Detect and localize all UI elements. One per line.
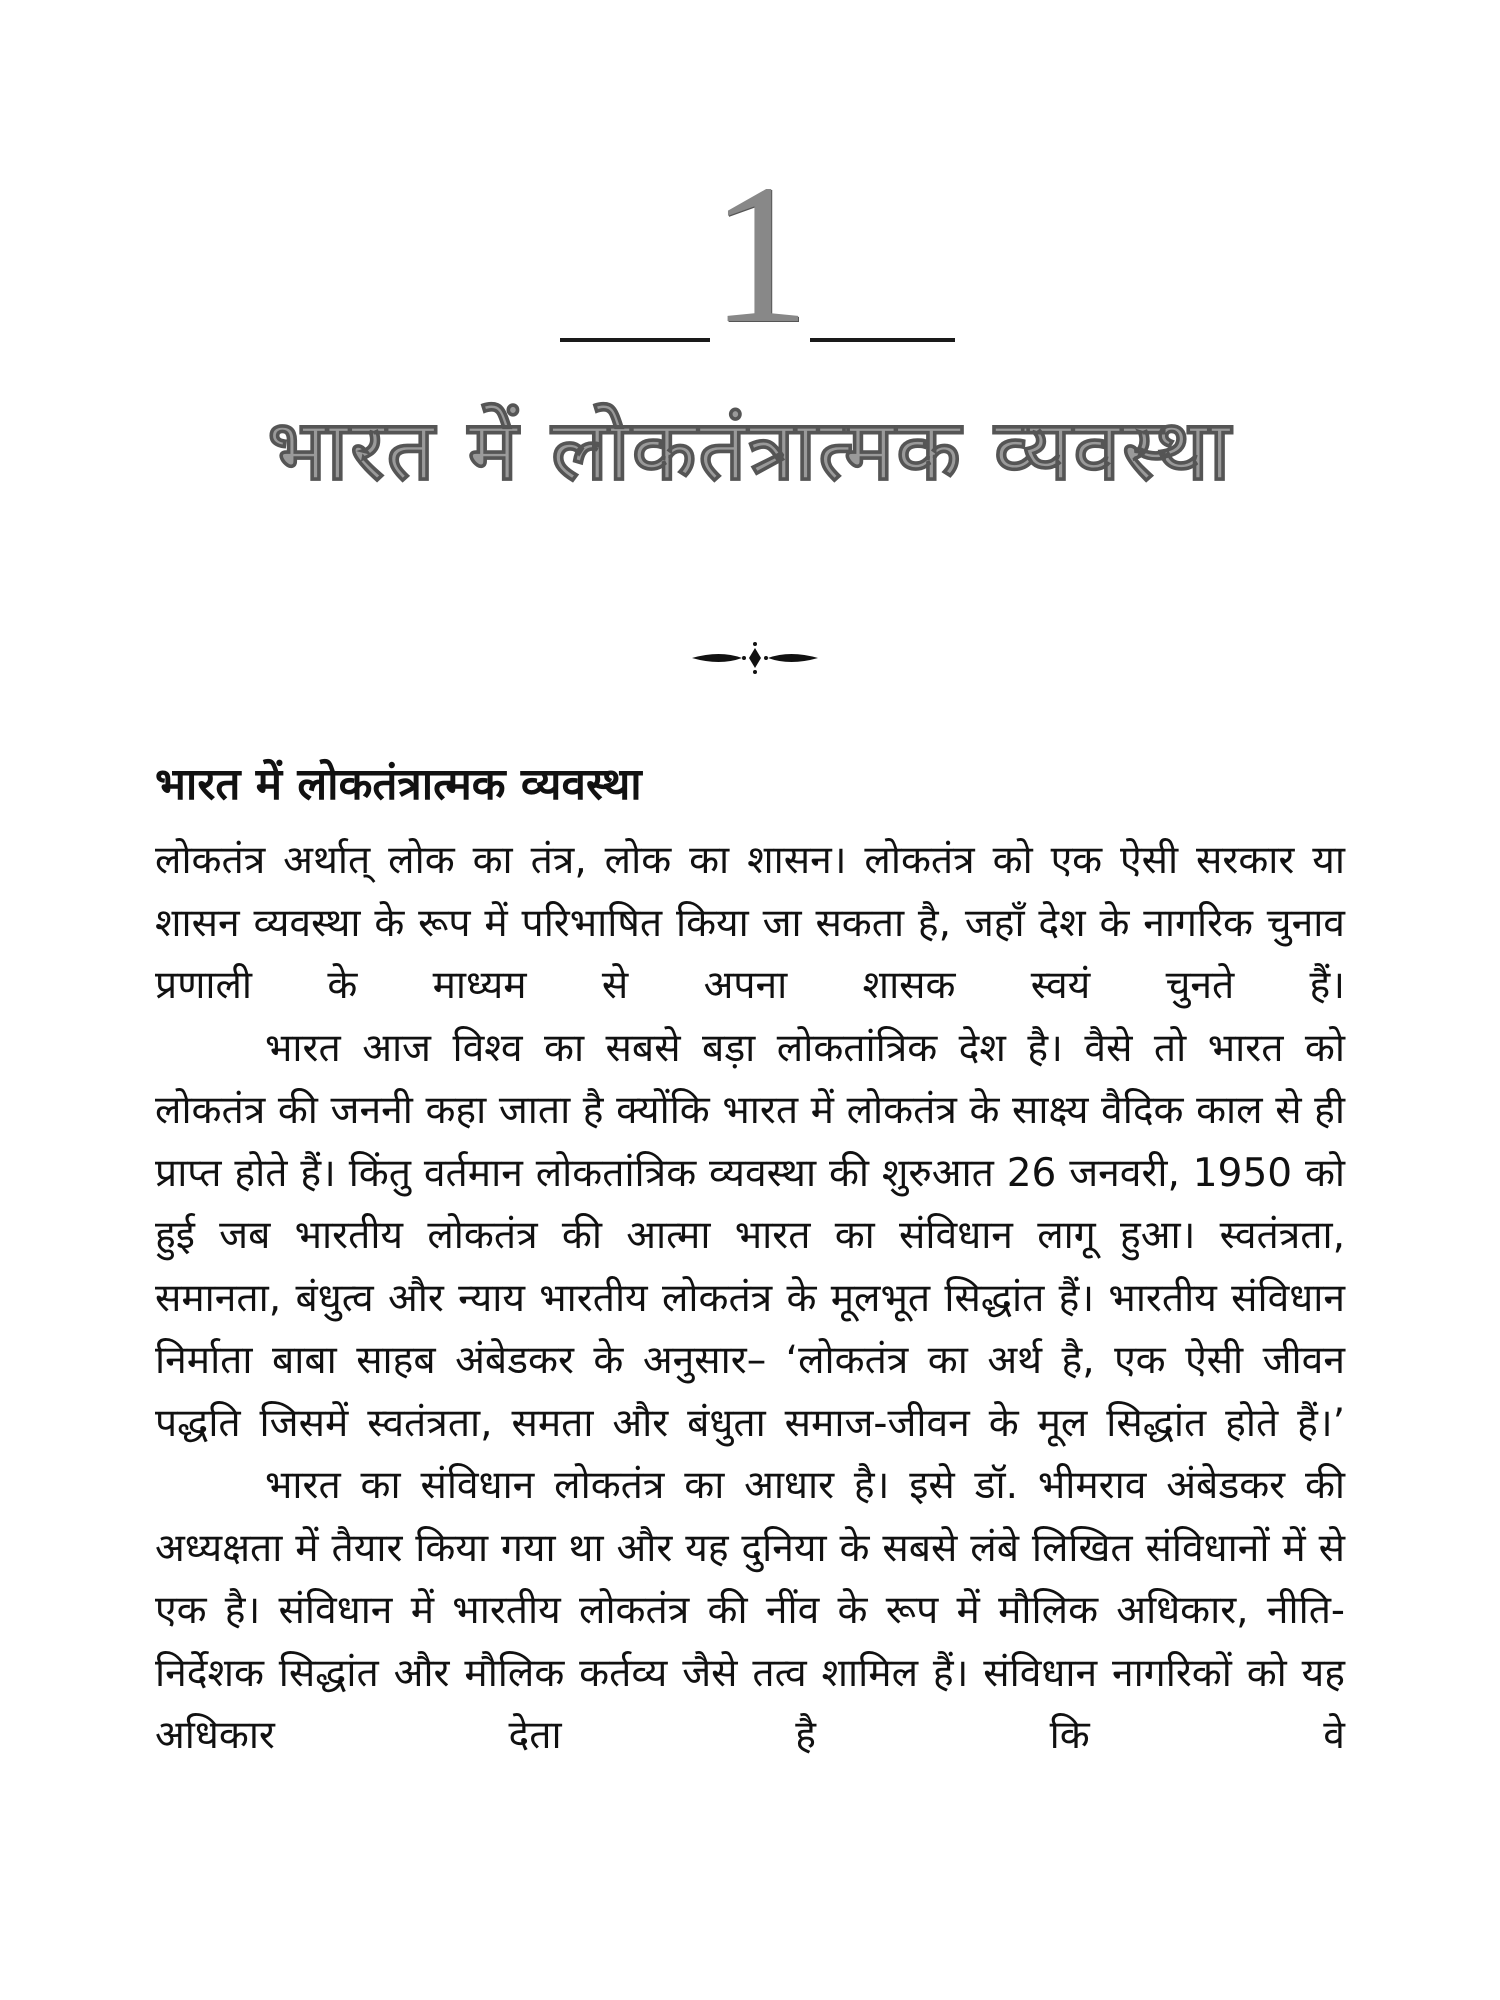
section-heading: भारत में लोकतंत्रात्मक व्यवस्था: [155, 759, 642, 810]
chapter-rule-left: [560, 338, 710, 342]
body-text: [155, 830, 1345, 1768]
paragraph: भारत आज विश्व का सबसे बड़ा लोकतांत्रिक देश है। वैसे तो भारत को लोकतंत्र की जननी कहा जाता है क्योंकि भारत में लोकतंत्र के साक्ष्य वैदिक काल से ही प्राप्त होते हैं। किंतु वर्तमान लोकतांत्रिक व्यवस्था की शुरुआत 26 जनवरी, 1950 को हुई जब भारतीय लोकतंत्र की आत्मा भारत का संविधान लागू हुआ। स्वतंत्रता, समानता, बंधुत्व और न्याय भारतीय लोकतंत्र के मूलभूत सिद्धांत हैं। भारतीय संविधान निर्माता बाबा साहब अंबेडकर के अनुसार– ‘लोकतंत्र का अर्थ है, एक ऐसी जीवन पद्धति जिसमें स्वतंत्रता, समता और बंधुता समाज-जीवन के मूल सिद्धांत होते हैं।’: [155, 1025, 1345, 1446]
chapter-title: भारत में लोकतंत्रात्मक व्यवस्था: [267, 401, 1233, 499]
ornament-divider-icon: [690, 640, 820, 676]
paragraph: लोकतंत्र अर्थात् लोक का तंत्र, लोक का शासन। लोकतंत्र को एक ऐसी सरकार या शासन व्यवस्था के रूप में परिभाषित किया जा सकता है, जहाँ देश के नागरिक चुनाव प्रणाली के माध्यम से अपना शासक स्वयं चुनते हैं।: [155, 838, 1345, 1008]
chapter-number: 1: [710, 144, 810, 365]
chapter-rule-right: [810, 338, 955, 342]
chapter-number-block: [560, 144, 960, 365]
paragraph: भारत का संविधान लोकतंत्र का आधार है। इसे डॉ. भीमराव अंबेडकर की अध्यक्षता में तैयार किया गया था और यह दुनिया के सबसे लंबे लिखित संविधानों में से एक है। संविधान में भारतीय लोकतंत्र की नींव के रूप में मौलिक अधिकार, नीति-निर्देशक सिद्धांत और मौलिक कर्तव्य जैसे तत्व शामिल हैं। संविधान नागरिकों को यह अधिकार देता है कि वे: [155, 1463, 1345, 1758]
